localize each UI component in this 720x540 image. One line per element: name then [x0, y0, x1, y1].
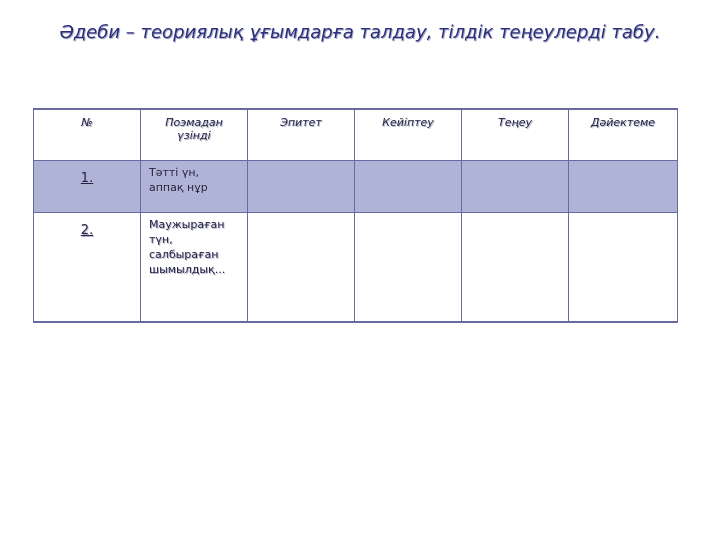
- simile-cell[interactable]: [462, 161, 569, 213]
- header-evidence: Дәйектеме: [569, 109, 678, 161]
- excerpt-line: салбыраған: [149, 248, 219, 261]
- evidence-cell[interactable]: [569, 161, 678, 213]
- excerpt-line: Тәтті үн,: [149, 166, 200, 179]
- slide-title: Әдеби – теориялық ұғымдарға талдау, тілдік теңеулерді табу.: [59, 22, 661, 43]
- table-row: [34, 161, 678, 213]
- excerpt-line: Маужыраған: [149, 218, 225, 231]
- poem-excerpt-cell: [141, 213, 248, 323]
- personification-cell[interactable]: [355, 213, 462, 323]
- epithet-cell[interactable]: [248, 213, 355, 323]
- epithet-cell[interactable]: [248, 161, 355, 213]
- excerpt-line: аппақ нұр: [149, 181, 208, 194]
- table-row: [34, 213, 678, 323]
- header-epithet: Эпитет: [248, 109, 355, 161]
- header-poem-excerpt: Поэмадан үзінді: [141, 109, 248, 161]
- table-header-row: [34, 109, 678, 161]
- excerpt-line: түн,: [149, 233, 173, 246]
- header-simile: Теңеу: [462, 109, 569, 161]
- personification-cell[interactable]: [355, 161, 462, 213]
- evidence-cell[interactable]: [569, 213, 678, 323]
- row-number: 2.: [34, 213, 141, 323]
- row-number: 1.: [34, 161, 141, 213]
- analysis-table: [33, 108, 678, 323]
- poem-excerpt-cell: [141, 161, 248, 213]
- simile-cell[interactable]: [462, 213, 569, 323]
- header-number: №: [34, 109, 141, 161]
- header-personification: Кейіптеу: [355, 109, 462, 161]
- excerpt-line: шымылдық...: [149, 263, 226, 276]
